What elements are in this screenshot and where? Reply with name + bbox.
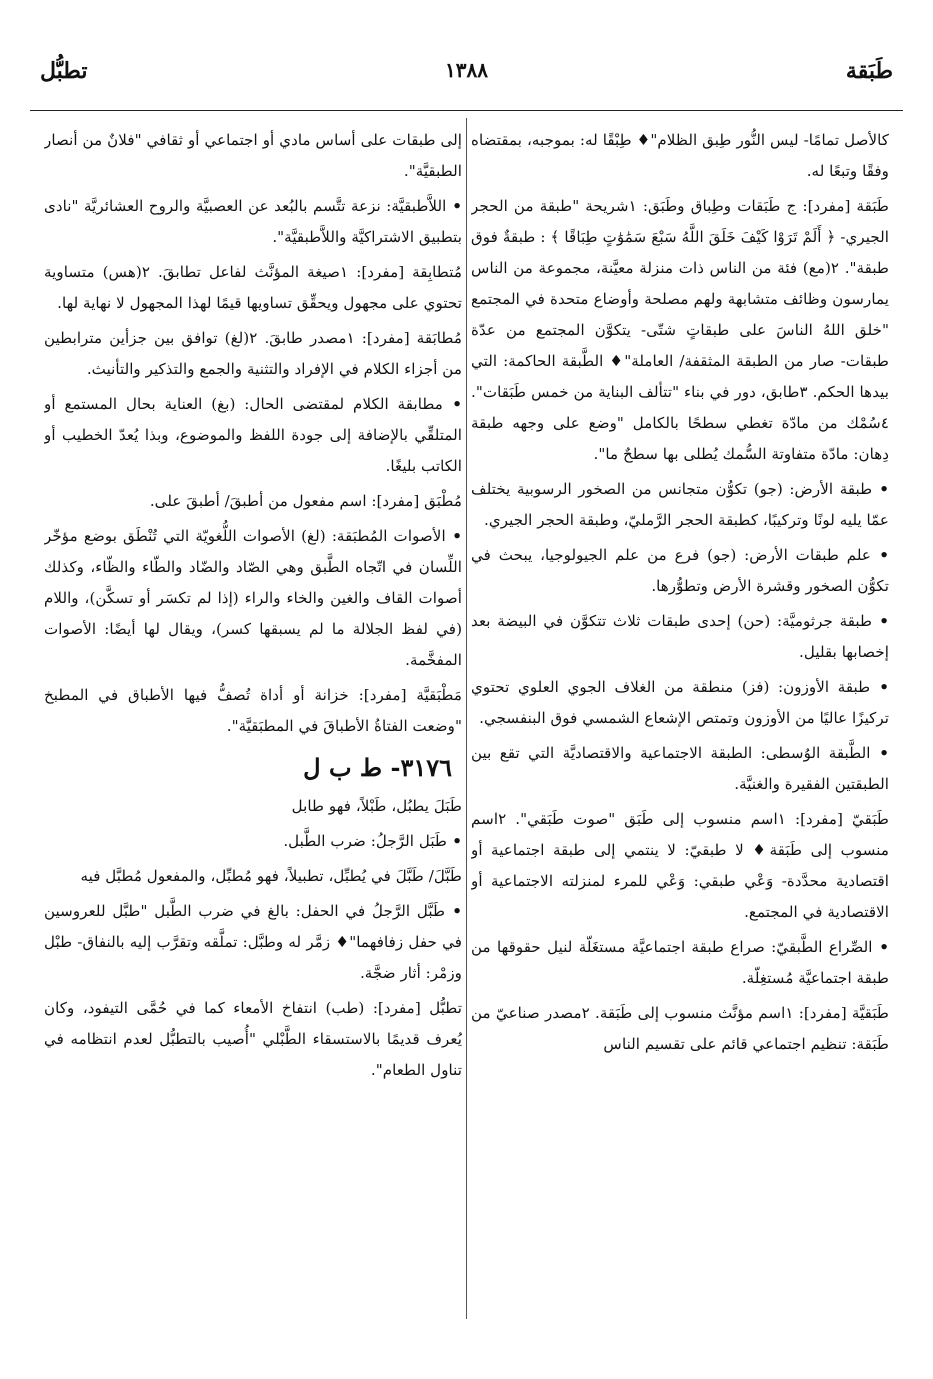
left-column xyxy=(44,125,462,1325)
subentry-paragraph: • اللاَّطبقيَّة: نزعة تتَّسم بالبُعد عن العصبيَّة والروح العشائريَّة "نادى بتطبيق الاشتراكيَّة واللاَّطبقيَّة". xyxy=(44,191,462,253)
column-divider xyxy=(466,118,467,1319)
right-column xyxy=(471,125,889,1325)
page-number: ١٣٨٨ xyxy=(445,58,488,82)
subentry-paragraph: • طبقة الأرض: (جو) تكوُّن متجانس من الصخور الرسوبية يختلف عمّا يليه لونًا وتركيبًا، كطبقة الحجر الرَّمليّ، وطبقة الحجر الجيري. xyxy=(471,474,889,536)
subentry-paragraph: • طبقة الأوزون: (فز) منطقة من الغلاف الجوي العلوي تحتوي تركيزًا عاليًا من الأوزون وتمتص الإشعاع الشمسي فوق البنفسجي. xyxy=(471,672,889,734)
header-rule xyxy=(30,110,903,111)
header-first-word: طَبَقة xyxy=(845,58,893,84)
entry-paragraph: مَطْبَقيَّة [مفرد]: خزانة أو أداة تُصفُّ فيها الأطباق في المطبخ "وضعت الفتاةُ الأطباقَ في المطبَقيَّة". xyxy=(44,686,462,735)
subentry-paragraph: • الصِّراع الطَّبقيّ: صراع طبقة اجتماعيَّة مستغَلّة لنيل حقوقها من طبقة اجتماعيَّة مُستغِلّة. xyxy=(471,932,889,994)
subentry-paragraph: • طَبَل الرَّجلُ: ضرب الطَّبل. xyxy=(44,826,462,857)
entry-paragraph: طَبَقيَّة [مفرد]: ١اسم مؤنَّث منسوب إلى طَبَقة. ٢مصدر صناعيّ من طَبَقة: تنظيم اجتماعي قائم على تقسيم الناس xyxy=(471,1004,889,1053)
subentry-paragraph: • مطابقة الكلام لمقتضى الحال: (بغ) العناية بحال المستمع أو المتلقِّي بالإضافة إلى جودة اللفظ والموضوع، وبذا يُعدّ الخطيب أو الكاتب بليغًا. xyxy=(44,389,462,482)
subentry-paragraph: • طَبَّل الرَّجلُ في الحفل: بالغ في ضرب الطَّبل "طبَّل للعروسين في حفل زفافهما"♦ زمَّر له وطبَّل: تملَّقه وتقرَّب إليه بالنفاق- طبْل وزمْر: أثار ضجَّة. xyxy=(44,896,462,989)
entry-paragraph: طَبَقيّ [مفرد]: ١اسم منسوب إلى طَبَق "صوت طَبَقي". ٢اسم منسوب إلى طَبَقة♦ لا طبقيّ: لا ينتمي إلى طبقة اجتماعية أو اقتصادية محدَّدة- وَعْي طبقي: وَعْي للمرء لمنزلته الاجتماعية أو الاقتصادية في المجتمع. xyxy=(471,810,889,921)
header-last-word: تطبُّل xyxy=(40,58,88,84)
entry-paragraph: مُطابَقة [مفرد]: ١مصدر طابقَ. ٢(لغ) توافق بين جزأين مترابطين من أجزاء الكلام في الإفراد والتثنية والجمع والتذكير والتأنيث. xyxy=(44,329,462,378)
page-header xyxy=(40,58,893,98)
subentry-paragraph: • الأصوات المُطبَقة: (لغ) الأصوات اللُّغويّة التي تُنْطَق بوضع مؤخّر اللِّسان في اتّجاه الطَّبق وهي الصّاد والضّاد والطّاء والظّاء، وكذلك أصوات القاف والغين والخاء والراء (إذا لم تكسَر أو تسكَّن)، واللام (في لفظ الجلالة ما لم يسبقها كسر)، ويقال لها أيضًا: الأصوات المفخَّمة. xyxy=(44,521,462,676)
entry-paragraph: كالأصل تمامًا- ليس النُّور طِبق الظلام"♦ طِبْقًا له: بموجبه، بمقتضاه وفقًا وتبعًا له. xyxy=(471,131,889,180)
entry-paragraph: طَبَقة [مفرد]: ج طَبَقات وطِباق وطَبَق: ١شريحة "طبقة من الحجر الجيري- ﴿ أَلَمْ تَرَوْا كَيْفَ خَلَقَ اللَّهُ سَبْعَ سَمَٰوَٰتٍ طِبَاقًا ﴾ : طبقةٌ فوق طبقة". ٢(مع) فئة من الناس ذات منزلة معيَّنة، مجموعة من الناس يمارسون وظائف متشابهة ولهم مصلحة وأوضاع متحدة في المجتمع "خلق اللهُ الناسَ على طبقاتٍ شتّى- يتكوَّن المجتمع من عدّة طبقات- صار من الطبقة المثقفة/ العاملة"♦ الطَّبقة الحاكمة: التي بيدها الحكم. ٣طابق، دور في بناء "تتألف البناية من خمس طَبَقات". ٤سُمْك من مادّة تغطي سطحًا بالكامل "وضع على وجهه طبقة دِهان: مادّة متفاوتة السُّمك يُطلى بها سطحٌ ما". xyxy=(471,197,889,463)
subentry-paragraph: • علم طبقات الأرض: (جو) فرع من علم الجيولوجيا، يبحث في تكوُّن الصخور وقشرة الأرض وتطوُّرها. xyxy=(471,540,889,602)
subentry-paragraph: • طبقة جرثوميَّة: (حن) إحدى طبقات ثلاث تتكوَّن في البيضة بعد إخصابها بقليل. xyxy=(471,606,889,668)
entry-paragraph: مُطْبَق [مفرد]: اسم مفعول من أطبقَ/ أطبقَ على. xyxy=(149,492,462,510)
entry-paragraph: تطبُّل [مفرد]: (طب) انتفاخ الأمعاء كما في حُمَّى التيفود، وكان يُعرف قديمًا بالاستسقاء الطَّبْلي "أُصيب بالتطبُّل لعدم انتظامه في تناول الطعام". xyxy=(44,999,462,1079)
entry-paragraph: طَبَلَ يطبُل، طَبْلاً، فهو طابل xyxy=(291,797,462,815)
subentry-paragraph: • الطَّبقة الوُسطى: الطبقة الاجتماعية والاقتصاديَّة التي تقع بين الطبقتين الفقيرة والغنيَّة. xyxy=(471,738,889,800)
entry-paragraph: مُتطابِقة [مفرد]: ١صيغة المؤنَّث لفاعل تطابقَ. ٢(هس) متساوية تحتوي على مجهول ويحقِّق تساويها قيمًا لهذا المجهول لا نهاية لها. xyxy=(44,263,462,312)
root-section-heading: ٣١٧٦- ط ب ل xyxy=(303,753,452,782)
entry-paragraph: طَبَّلَ/ طَبَّلَ في يُطبِّل، تطبيلاً، فهو مُطبِّل، والمفعول مُطبَّل فيه xyxy=(80,867,462,885)
entry-paragraph: إلى طبقات على أساس مادي أو اجتماعي أو ثقافي "فلانٌ من أنصار الطبقيَّة". xyxy=(44,131,462,180)
